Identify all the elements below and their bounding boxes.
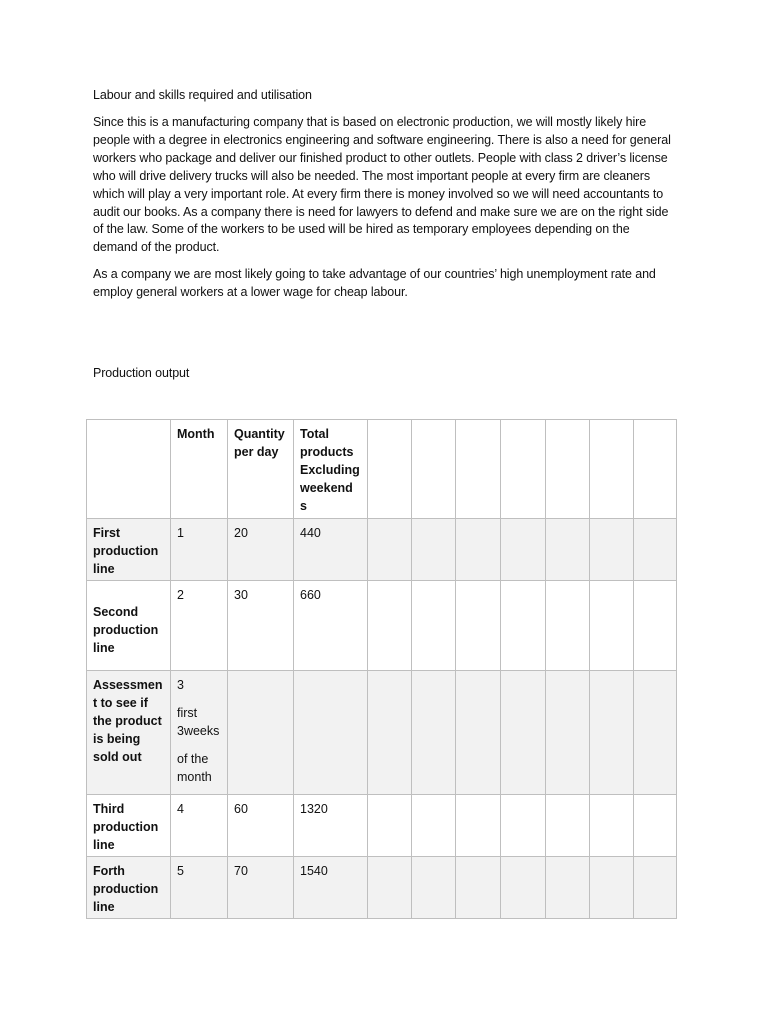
row-month-note: of the month xyxy=(177,751,212,784)
empty-cell xyxy=(456,519,501,581)
empty-cell xyxy=(501,581,546,671)
row-label: Assessmen t to see if the product is being sold out xyxy=(87,671,171,795)
empty-cell xyxy=(634,795,677,857)
table-row xyxy=(87,671,677,795)
row-month: 4 xyxy=(171,795,228,857)
empty-cell xyxy=(368,581,412,671)
empty-cell xyxy=(590,519,634,581)
empty-cell xyxy=(546,581,590,671)
empty-cell xyxy=(368,519,412,581)
empty-cell xyxy=(590,795,634,857)
row-quantity: 30 xyxy=(228,581,294,671)
empty-cell xyxy=(546,795,590,857)
empty-cell xyxy=(456,581,501,671)
row-label: Forth production line xyxy=(87,857,171,919)
labour-paragraph-2: As a company we are most likely going to take advantage of our countries’ high unemployment rate and employ general workers at a lower wage for cheap labour. xyxy=(93,267,656,299)
production-output-table xyxy=(86,419,677,919)
section-heading-production: Production output xyxy=(93,366,190,380)
empty-cell xyxy=(368,671,412,795)
empty-cell xyxy=(412,857,456,919)
row-month-note: first 3weeks xyxy=(177,705,220,738)
row-label: First production line xyxy=(87,519,171,581)
empty-cell xyxy=(368,420,412,519)
row-total xyxy=(294,671,368,795)
empty-cell xyxy=(456,857,501,919)
empty-cell xyxy=(412,795,456,857)
empty-cell xyxy=(412,519,456,581)
row-quantity: 70 xyxy=(228,857,294,919)
row-total: 660 xyxy=(294,581,368,671)
row-month: 2 xyxy=(171,581,228,671)
header-total-products: Total products Excluding weekend s xyxy=(294,420,368,519)
table-row xyxy=(87,519,677,581)
header-month: Month xyxy=(171,420,228,519)
header-empty-cell xyxy=(87,420,171,519)
table-row xyxy=(87,795,677,857)
row-month: 3 xyxy=(177,678,184,692)
empty-cell xyxy=(456,420,501,519)
empty-cell xyxy=(456,671,501,795)
empty-cell xyxy=(412,671,456,795)
empty-cell xyxy=(546,671,590,795)
row-month: 5 xyxy=(171,857,228,919)
empty-cell xyxy=(501,519,546,581)
empty-cell xyxy=(634,581,677,671)
row-quantity: 20 xyxy=(228,519,294,581)
row-label-cell xyxy=(87,581,171,671)
table-header-row xyxy=(87,420,677,519)
row-total: 440 xyxy=(294,519,368,581)
empty-cell xyxy=(501,857,546,919)
empty-cell xyxy=(590,857,634,919)
row-quantity xyxy=(228,671,294,795)
table-row xyxy=(87,581,677,671)
empty-cell xyxy=(590,671,634,795)
empty-cell xyxy=(412,581,456,671)
row-month: 1 xyxy=(171,519,228,581)
empty-cell xyxy=(634,420,677,519)
empty-cell xyxy=(546,420,590,519)
empty-cell xyxy=(501,795,546,857)
empty-cell xyxy=(634,857,677,919)
row-total: 1540 xyxy=(294,857,368,919)
empty-cell xyxy=(368,795,412,857)
section-heading-labour: Labour and skills required and utilisation xyxy=(93,88,312,102)
row-quantity: 60 xyxy=(228,795,294,857)
table-row xyxy=(87,857,677,919)
empty-cell xyxy=(590,581,634,671)
row-total: 1320 xyxy=(294,795,368,857)
empty-cell xyxy=(501,671,546,795)
header-quantity-per-day: Quantity per day xyxy=(228,420,294,519)
empty-cell xyxy=(546,857,590,919)
empty-cell xyxy=(546,519,590,581)
row-month-cell xyxy=(171,671,228,795)
empty-cell xyxy=(634,671,677,795)
empty-cell xyxy=(501,420,546,519)
empty-cell xyxy=(456,795,501,857)
empty-cell xyxy=(368,857,412,919)
row-label: Third production line xyxy=(87,795,171,857)
labour-paragraph-1: Since this is a manufacturing company that is based on electronic production, we will mostly likely hire people with a degree in electronics engineering and software engineering. There is also a need for general workers who package and deliver our finished product to other outlets. People with class 2 driver’s license who will drive delivery trucks will also be needed. The most important people at every firm are cleaners which will play a very important role. At every firm there is money involved so we will need accountants to audit our books. As a company there is need for lawyers to defend and make sure we are on the right side of the law. Some of the workers to be used will be hired as temporary employees depending on the demand of the product. xyxy=(93,115,671,255)
row-label: Second production line xyxy=(93,605,159,655)
empty-cell xyxy=(634,519,677,581)
empty-cell xyxy=(590,420,634,519)
empty-cell xyxy=(412,420,456,519)
